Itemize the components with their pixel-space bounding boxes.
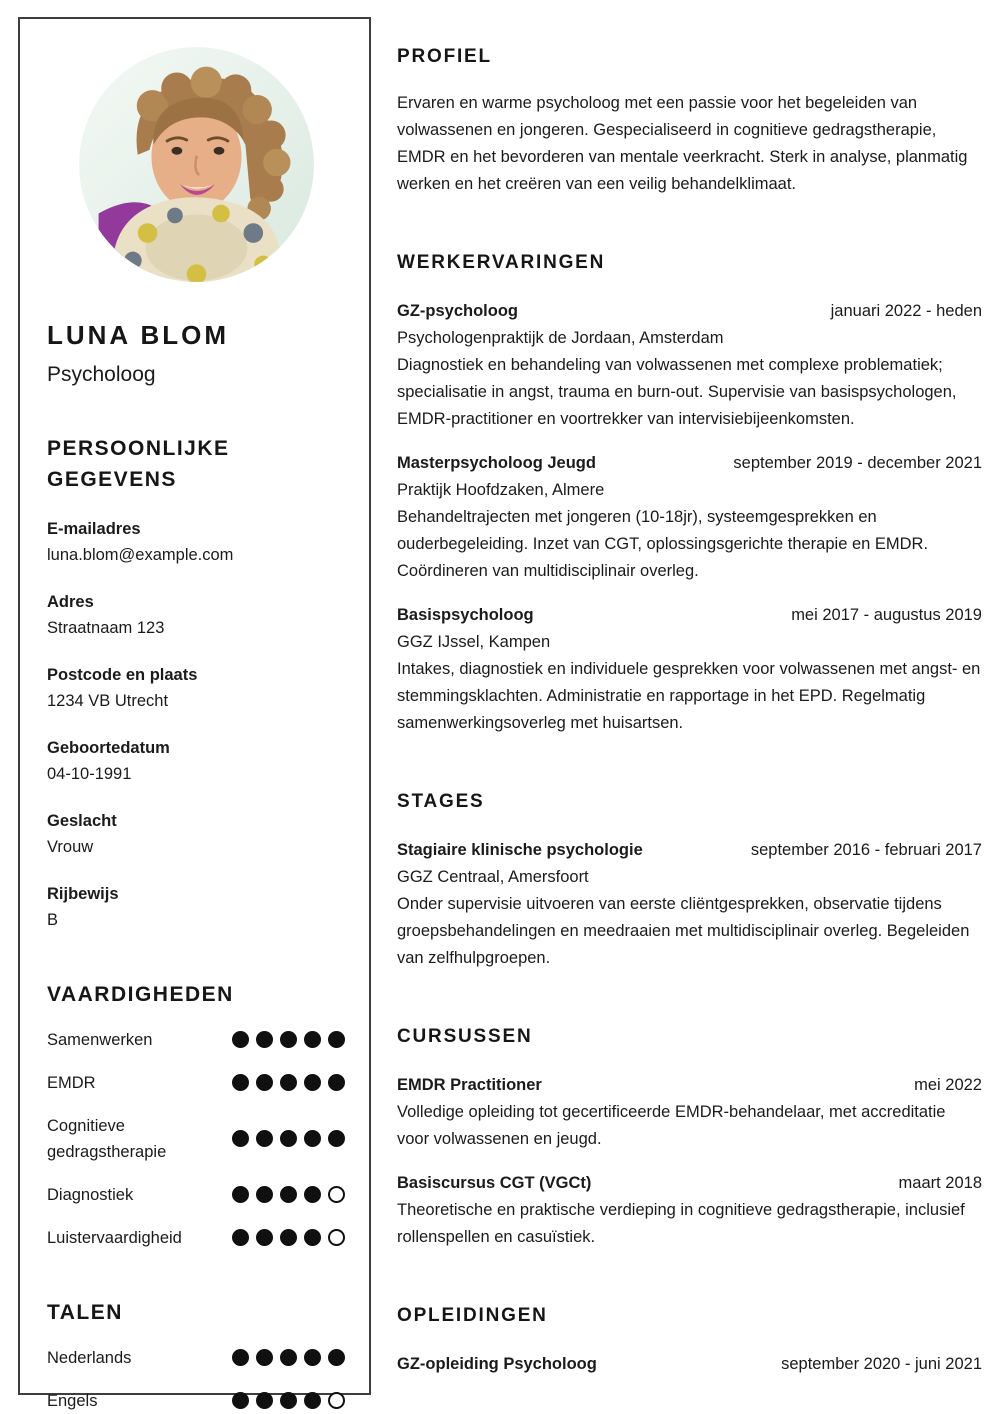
course-entry [397, 1072, 982, 1153]
work-entry [397, 450, 982, 585]
entry-description: Onder supervisie uitvoeren van eerste cliëntgesprekken, observatie tijdens groepsbehandelingen en meedraaien met multidisciplinair overleg. Begeleiden van zelfhulpgroepen. [397, 895, 970, 967]
work-entry [397, 602, 982, 737]
entry-head [397, 1170, 982, 1197]
personal-item-license [47, 881, 345, 933]
rating-dot-filled [256, 1392, 273, 1409]
personal-item-label: Geslacht [47, 812, 117, 830]
language-row [47, 1345, 345, 1371]
skills-heading: VAARDIGHEDEN [47, 983, 234, 1006]
section-courses [397, 1026, 982, 1251]
rating-dot-filled [232, 1130, 249, 1147]
rating-dot-filled [280, 1349, 297, 1366]
entry-period: september 2016 - februari 2017 [750, 841, 982, 859]
rating-dot-filled [304, 1392, 321, 1409]
skill-label: Cognitieve gedragstherapie [47, 1117, 167, 1161]
entry-description: Volledige opleiding tot gecertificeerde EMDR-behandelaar, met accreditatie voor volwassenen en jeugd. [397, 1103, 946, 1148]
skill-label: Luistervaardigheid [47, 1229, 182, 1247]
rating-dot-filled [304, 1130, 321, 1147]
education-heading: OPLEIDINGEN [397, 1305, 548, 1326]
skill-label: Samenwerken [47, 1031, 153, 1049]
courses-heading: CURSUSSEN [397, 1026, 533, 1047]
rating-dots [225, 1130, 345, 1148]
entry-period: september 2019 - december 2021 [733, 454, 982, 472]
entry-period: januari 2022 - heden [830, 302, 982, 320]
personal-item-birthdate [47, 735, 345, 787]
skill-row [47, 1225, 345, 1251]
rating-dot-filled [232, 1392, 249, 1409]
rating-dot-filled [304, 1074, 321, 1091]
rating-dot-filled [280, 1074, 297, 1091]
skill-row [47, 1027, 345, 1053]
entry-head [397, 450, 982, 477]
rating-dot-filled [280, 1186, 297, 1203]
section-work-experience [397, 252, 982, 737]
rating-dot-filled [328, 1074, 345, 1091]
entry-head [397, 837, 982, 864]
entry-title: GZ-psycholoog [397, 302, 518, 320]
entry-period: mei 2017 - augustus 2019 [791, 606, 982, 624]
entry-organization: Praktijk Hoofdzaken, Almere [397, 481, 605, 499]
rating-dots [225, 1349, 345, 1367]
person-name: LUNA BLOM [47, 320, 230, 350]
entry-period: maart 2018 [898, 1174, 982, 1192]
rating-dot-filled [280, 1130, 297, 1147]
section-internships [397, 791, 982, 972]
sidebar [18, 17, 371, 1410]
rating-dot-empty [328, 1186, 345, 1203]
entry-description: Intakes, diagnostiek en individuele gesprekken voor volwassenen met angst- en stemmingsklachten. Administratie en rapportage in het EPD. Regelmatig samenwerkingsoverleg met huisartsen. [397, 660, 981, 732]
language-label: Nederlands [47, 1349, 132, 1367]
section-profile [397, 46, 982, 198]
entry-title: Basiscursus CGT (VGCt) [397, 1174, 592, 1192]
entry-description: Behandeltrajecten met jongeren (10-18jr), systeemgesprekken en ouderbegeleiding. Inzet van CGT, oplossingsgerichte therapie en EMDR. Coördineren van multidisciplinair overleg. [397, 508, 929, 580]
entry-organization: GGZ Centraal, Amersfoort [397, 868, 589, 886]
personal-item-email [47, 516, 345, 568]
rating-dot-filled [232, 1229, 249, 1246]
entry-description: Theoretische en praktische verdieping in cognitieve gedragstherapie, inclusief rollenspellen en casuïstiek. [397, 1201, 965, 1246]
personal-item-value: 1234 VB Utrecht [47, 692, 169, 710]
personal-item-value: Vrouw [47, 838, 94, 856]
rating-dot-filled [232, 1074, 249, 1091]
rating-dot-filled [280, 1392, 297, 1409]
skill-row [47, 1182, 345, 1208]
entry-title: Masterpsycholoog Jeugd [397, 454, 596, 472]
personal-item-value: 04-10-1991 [47, 765, 132, 783]
entry-head [397, 1072, 982, 1099]
skill-label: EMDR [47, 1074, 96, 1092]
rating-dots [225, 1392, 345, 1410]
course-entry [397, 1170, 982, 1251]
personal-item-label: Postcode en plaats [47, 666, 198, 684]
profile-text: Ervaren en warme psycholoog met een passie voor het begeleiden van volwassenen en jongeren. Gespecialiseerd in cognitieve gedragstherapie, EMDR en het bevorderen van mentale veerkracht. Sterk in analyse, planmatig werken en het creëren van een veilig behandelklimaat. [397, 94, 968, 193]
entry-title: GZ-opleiding Psycholoog [397, 1355, 597, 1373]
profile-photo-illustration [79, 47, 314, 282]
work-heading: WERKERVARINGEN [397, 252, 606, 273]
entry-description: Diagnostiek en behandeling van volwassenen met complexe problematiek; specialisatie in angst, trauma en burn-out. Supervisie van basispsychologen, EMDR-practitioner en voortrekker van intervisiebijeenkomsten. [397, 356, 957, 428]
entry-period: mei 2022 [914, 1076, 982, 1094]
rating-dot-filled [304, 1031, 321, 1048]
languages-heading: TALEN [47, 1301, 123, 1324]
section-education [397, 1305, 982, 1378]
rating-dot-filled [256, 1349, 273, 1366]
entry-period: september 2020 - juni 2021 [781, 1355, 982, 1373]
personal-item-value: luna.blom@example.com [47, 546, 234, 564]
rating-dot-filled [256, 1229, 273, 1246]
rating-dot-filled [232, 1031, 249, 1048]
person-title: Psycholoog [47, 363, 156, 386]
internship-entry [397, 837, 982, 972]
rating-dot-filled [256, 1074, 273, 1091]
entry-title: EMDR Practitioner [397, 1076, 542, 1094]
entry-organization: GGZ IJssel, Kampen [397, 633, 551, 651]
work-entry [397, 298, 982, 433]
rating-dot-filled [328, 1031, 345, 1048]
rating-dots [225, 1074, 345, 1092]
personal-item-label: Adres [47, 593, 94, 611]
skill-row [47, 1113, 345, 1165]
rating-dot-filled [328, 1130, 345, 1147]
skill-label: Diagnostiek [47, 1186, 134, 1204]
internships-heading: STAGES [397, 791, 485, 812]
personal-item-postcode [47, 662, 345, 714]
skill-row [47, 1070, 345, 1096]
rating-dot-filled [304, 1186, 321, 1203]
entry-organization: Psychologenpraktijk de Jordaan, Amsterdam [397, 329, 724, 347]
language-label: Engels [47, 1392, 98, 1410]
entry-head [397, 602, 982, 629]
entry-head [397, 1351, 982, 1378]
personal-item-label: Geboortedatum [47, 739, 170, 757]
rating-dot-filled [232, 1349, 249, 1366]
rating-dot-filled [256, 1186, 273, 1203]
language-row [47, 1388, 345, 1414]
rating-dots [225, 1229, 345, 1247]
education-entry [397, 1351, 982, 1378]
rating-dot-filled [304, 1229, 321, 1246]
personal-details-heading: PERSOONLIJKE GEGEVENS [47, 437, 230, 491]
personal-item-value: Straatnaam 123 [47, 619, 165, 637]
rating-dots [225, 1186, 345, 1204]
rating-dot-filled [256, 1031, 273, 1048]
personal-item-label: E-mailadres [47, 520, 141, 538]
rating-dot-filled [256, 1130, 273, 1147]
entry-title: Basispsycholoog [397, 606, 534, 624]
entry-title: Stagiaire klinische psychologie [397, 841, 643, 859]
rating-dots [225, 1031, 345, 1049]
main-column [397, 46, 982, 1378]
profile-heading: PROFIEL [397, 46, 492, 67]
rating-dot-filled [232, 1186, 249, 1203]
rating-dot-filled [304, 1349, 321, 1366]
rating-dot-empty [328, 1392, 345, 1409]
rating-dot-filled [280, 1031, 297, 1048]
rating-dot-filled [280, 1229, 297, 1246]
personal-item-label: Rijbewijs [47, 885, 119, 903]
profile-photo [79, 47, 314, 282]
entry-head [397, 298, 982, 325]
personal-item-address [47, 589, 345, 641]
personal-item-value: B [47, 911, 59, 929]
rating-dot-filled [328, 1349, 345, 1366]
rating-dot-empty [328, 1229, 345, 1246]
personal-item-gender [47, 808, 345, 860]
